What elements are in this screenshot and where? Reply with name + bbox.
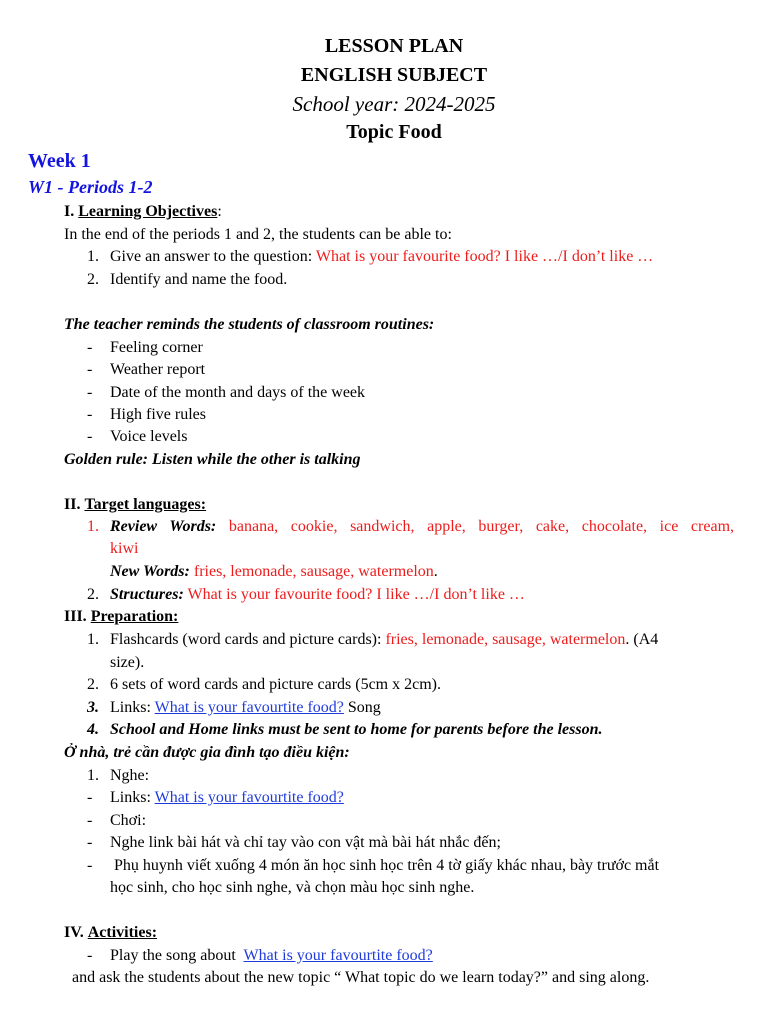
preparation-title: Preparation: (90, 608, 179, 625)
bullet: - (87, 428, 93, 445)
doc-title-lesson-plan: LESSON PLAN (324, 35, 464, 57)
review-number: 1. (87, 518, 99, 535)
target-title: Target languages: (84, 496, 207, 513)
activities-title: Activities: (87, 924, 158, 941)
colon: : (217, 203, 222, 220)
objectives-intro: In the end of the periods 1 and 2, the students can be able to: (64, 226, 452, 243)
roman-numeral: III. (64, 608, 87, 625)
routine-item: Weather report (110, 361, 206, 378)
prep-item-flashcards-cont: size). (110, 654, 145, 671)
home-links (110, 789, 344, 807)
objectives-heading (64, 203, 222, 221)
doc-title-subject: ENGLISH SUBJECT (300, 64, 488, 86)
activity-text: Play the song about (110, 947, 244, 964)
period: . (433, 563, 438, 580)
home-play-item-cont: học sinh, cho học sinh nghe, và chọn màu học sinh nghe. (110, 879, 475, 896)
golden-rule: Golden rule: Listen while the other is talking (64, 451, 361, 468)
links-tail: Song (343, 699, 381, 716)
structures-label: Structures: (110, 586, 184, 603)
links-label: Links: (110, 699, 155, 716)
new-words-label: New Words: (110, 563, 190, 580)
bullet: - (87, 384, 93, 401)
bullet: - (87, 947, 93, 964)
routines-heading: The teacher reminds the students of classroom routines: (64, 316, 435, 333)
objective-item-2: 2. (87, 271, 99, 288)
bullet: - (87, 406, 93, 423)
prep-item-word-cards: 6 sets of word cards and picture cards (5cm x 2cm). (110, 676, 441, 693)
periods-heading: W1 - Periods 1-2 (28, 177, 153, 197)
objective-question: What is your favourite food? I like …/I don’t like … (315, 248, 654, 265)
song-link[interactable]: What is your favourtite food? (243, 947, 433, 964)
routine-item: Feeling corner (110, 339, 203, 356)
new-words: fries, lemonade, sausage, watermelon (193, 563, 434, 580)
bullet: - (87, 812, 93, 829)
roman-numeral: I. (64, 203, 75, 220)
activity-item (110, 947, 433, 965)
prep-tail: . (A4 (625, 631, 659, 648)
home-listen: Nghe: (110, 767, 150, 784)
structures-line (110, 586, 525, 604)
bullet: - (87, 834, 93, 851)
roman-numeral: IV. (64, 924, 84, 941)
activities-heading (64, 924, 157, 942)
home-play-item: Phụ huynh viết xuống 4 món ăn học sinh học trên 4 tờ giấy khác nhau, bày trước mắt (114, 857, 660, 874)
objective-item-1 (87, 248, 99, 266)
objectives-title: Learning Objectives (78, 203, 218, 220)
prep-text: Flashcards (word cards and picture cards): (110, 631, 386, 648)
bullet: - (87, 789, 93, 806)
home-heading: Ở nhà, trẻ cần được gia đình tạo điều kiện: (64, 744, 350, 761)
activity-cont: and ask the students about the new topic “ What topic do we learn today?” and sing along. (72, 969, 650, 986)
prep-number: 3. (87, 699, 99, 716)
prep-item-school-home: School and Home links must be sent to home for parents before the lesson. (110, 721, 603, 738)
week-heading: Week 1 (28, 150, 91, 172)
links-label: Links: (110, 789, 155, 806)
review-words-cont: kiwi (110, 540, 139, 557)
prep-item-flashcards (110, 631, 658, 649)
bullet: - (87, 857, 93, 874)
routine-item: High five rules (110, 406, 206, 423)
prep-number: 4. (87, 721, 99, 738)
list-number: 1. (87, 248, 99, 265)
home-number: 1. (87, 767, 99, 784)
home-play: Chơi: (110, 812, 147, 829)
doc-school-year: School year: 2024-2025 (292, 92, 496, 116)
prep-number: 2. (87, 676, 99, 693)
doc-topic: Topic Food (346, 121, 442, 143)
routine-item: Date of the month and days of the week (110, 384, 366, 401)
target-heading (64, 496, 206, 514)
objective-item-1-text (110, 248, 653, 266)
prep-words: fries, lemonade, sausage, watermelon (385, 631, 626, 648)
bullet: - (87, 361, 93, 378)
new-words-line (110, 563, 438, 581)
review-words-line (110, 518, 734, 536)
structures-number: 2. (87, 586, 99, 603)
routine-item: Voice levels (110, 428, 188, 445)
prep-item-links (110, 699, 381, 717)
song-link[interactable]: What is your favourtite food? (154, 789, 344, 806)
prep-number: 1. (87, 631, 99, 648)
structures-text: What is your favourite food? I like …/I don’t like … (187, 586, 525, 603)
home-play-item: Nghe link bài hát và chỉ tay vào con vật mà bài hát nhắc đến; (110, 834, 501, 851)
preparation-heading (64, 608, 178, 626)
review-words: banana, cookie, sandwich, apple, burger, cake, chocolate, ice cream, (228, 518, 735, 535)
objective-item-2-text: Identify and name the food. (110, 271, 288, 288)
objective-text: Give an answer to the question: (110, 248, 316, 265)
bullet: - (87, 339, 93, 356)
roman-numeral: II. (64, 496, 81, 513)
review-label: Review Words: (110, 518, 217, 535)
song-link[interactable]: What is your favourtite food? (154, 699, 344, 716)
